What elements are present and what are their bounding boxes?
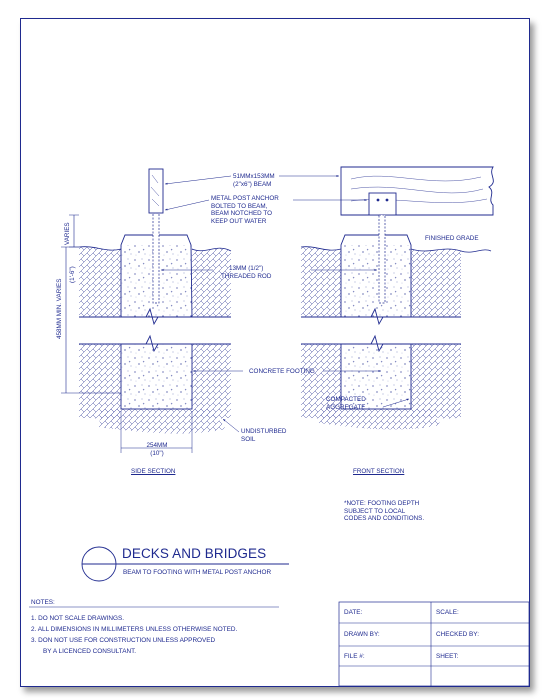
anchor-label: METAL POST ANCHOR BOLTED TO BEAM, BEAM NOTCHED TO KEEP OUT WATER (211, 195, 279, 225)
side-section-caption: SIDE SECTION (131, 468, 176, 475)
sheet-field-label: SHEET: (436, 653, 459, 660)
drawn-by-field-label: DRAWN BY: (344, 631, 380, 638)
drawing-sheet (20, 18, 530, 687)
note-item: BY A LICENCED CONSULTANT. (43, 648, 137, 655)
front-section-caption: FRONT SECTION (353, 468, 405, 475)
date-field-label: DATE: (344, 609, 363, 616)
aggregate-label: COMPACTED AGGREGATE (326, 396, 366, 411)
note-item: 3. DON NOT USE FOR CONSTRUCTION UNLESS APPROVED (31, 637, 216, 644)
technical-drawing (21, 19, 529, 686)
note-item: 1. DO NOT SCALE DRAWINGS. (31, 615, 125, 622)
rod-label: 13MM (1/2") THREADED ROD (221, 265, 272, 280)
concrete-footing-label: CONCRETE FOOTING (249, 368, 315, 375)
notes-heading: NOTES: (31, 599, 55, 606)
varies-label: VARIES (64, 222, 71, 245)
width-label: 254MM (146, 442, 168, 449)
footing-note: *NOTE: FOOTING DEPTH SUBJECT TO LOCAL CODES AND CONDITIONS. (344, 500, 425, 522)
front-section (301, 167, 493, 429)
depth-label: 458MM MIN. VARIES (56, 278, 63, 339)
note-item: 2. ALL DIMENSIONS IN MILLIMETERS UNLESS OTHERWISE NOTED. (31, 626, 238, 633)
drawing-title: DECKS AND BRIDGES (122, 546, 267, 561)
drawing-subtitle: BEAM TO FOOTING WITH METAL POST ANCHOR (123, 569, 272, 576)
finished-grade-label: FINISHED GRADE (425, 235, 479, 242)
side-section (61, 169, 231, 453)
width-imperial-label: (10") (150, 450, 164, 457)
soil-label: UNDISTURBED SOIL (241, 428, 287, 443)
scale-field-label: SCALE: (436, 609, 459, 616)
checked-by-field-label: CHECKED BY: (436, 631, 479, 638)
beam-label: 51MMx153MM (2"x6") BEAM (233, 173, 275, 188)
depth-imperial-label: (1'-6") (69, 266, 76, 283)
file-number-field-label: FILE #: (344, 653, 365, 660)
